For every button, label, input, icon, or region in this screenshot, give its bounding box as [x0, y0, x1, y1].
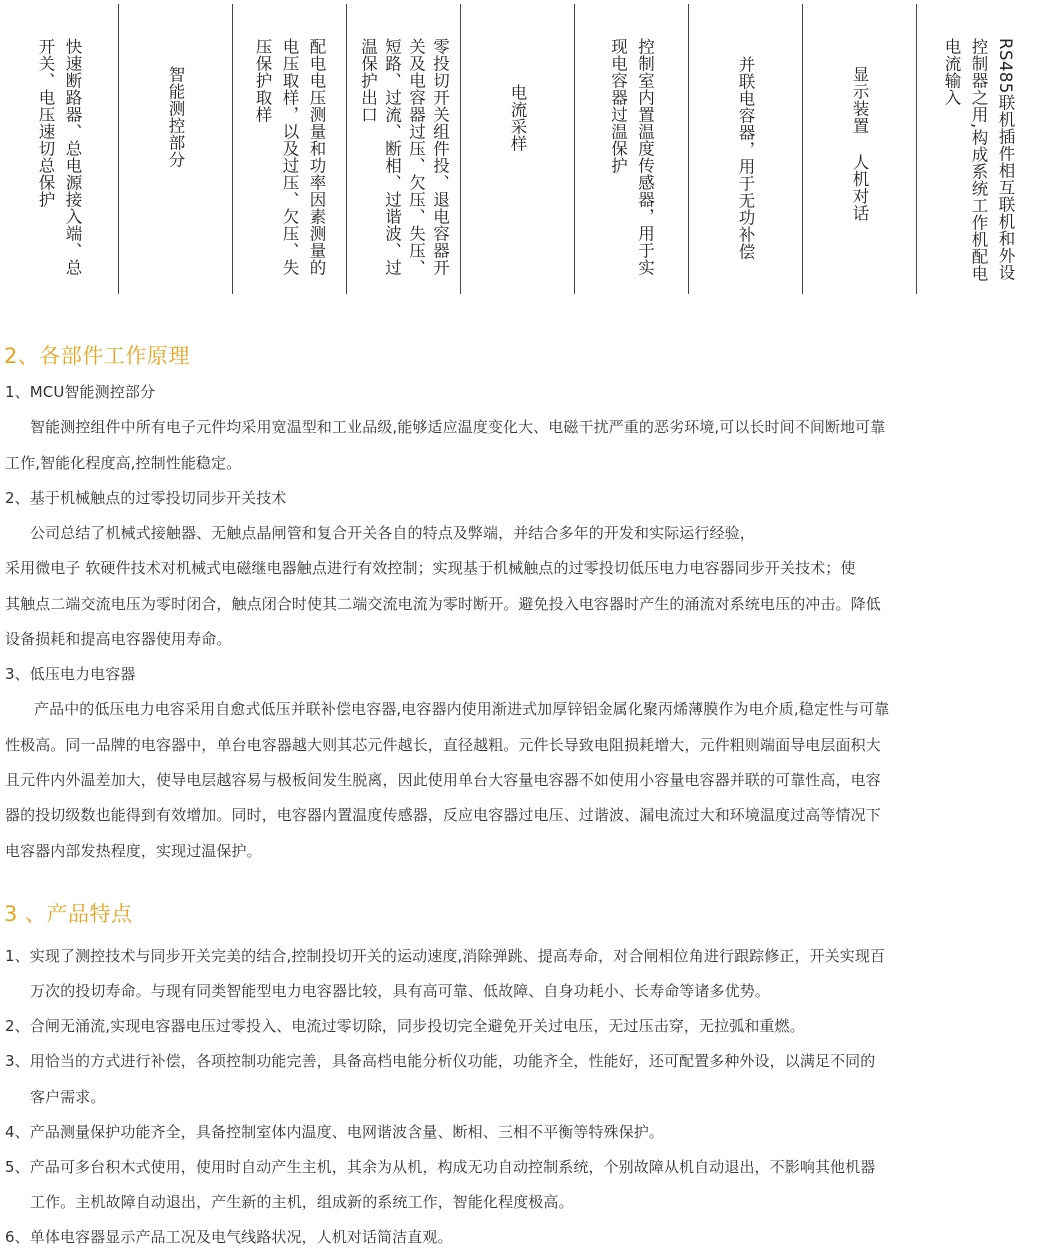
table-cell-2	[119, 4, 233, 294]
component-table	[0, 0, 1040, 294]
feature-line: 客户需求。	[30, 1088, 106, 1106]
table-cell-text: 电流采样	[508, 84, 527, 152]
table-cell-text: 零投切开关组件投、退电容器开关及电容器过压、欠压、失压、短路、过流、断相、过谐波、过温保护出口	[358, 38, 450, 276]
table-cell-text: 快速断路器、总电源接入端、总开关、电压速切总保护	[36, 38, 82, 276]
paragraph-line: 且元件内外温差加大，使导电层越容易与极板间发生脱离，因此使用单台大容量电容器不如使用小容量电容器并联的可靠性高，电容	[5, 771, 881, 789]
table-cell-5	[461, 4, 575, 294]
section-heading-features: 3 、产品特点	[4, 902, 133, 926]
table-cell-4	[347, 4, 461, 294]
table-cell-6	[575, 4, 689, 294]
paragraph-line: 采用微电子 软硬件技术对机械式电磁继电器触点进行有效控制；实现基于机械触点的过零投切低压电力电容器同步开关技术；使	[5, 559, 856, 577]
paragraph-line: 设备损耗和提高电容器使用寿命。	[5, 630, 232, 648]
feature-line: 万次的投切寿命。与现有同类智能型电力电容器比较，具有高可靠、低故障、自身功耗小、长寿命等诸多优势。	[30, 982, 770, 1000]
feature-line: 5、产品可多台积木式使用，使用时自动产生主机，其余为从机，构成无功自动控制系统，个别故障从机自动退出，不影响其他机器	[5, 1158, 876, 1176]
paragraph-line: 工作,智能化程度高,控制性能稳定。	[5, 454, 242, 472]
item-title-switch: 2、基于机械触点的过零投切同步开关技术	[5, 489, 287, 507]
feature-line: 4、产品测量保护功能齐全，具备控制室体内温度、电网谐波含量、断相、三相不平衡等特殊保护。	[5, 1123, 664, 1141]
feature-line: 6、单体电容器显示产品工况及电气线路状况，人机对话简洁直观。	[5, 1228, 453, 1246]
feature-line: 工作。主机故障自动退出，产生新的主机，组成新的系统工作，智能化程度极高。	[30, 1193, 574, 1211]
paragraph-line: 公司总结了机械式接触器、无触点晶闸管和复合开关各自的特点及弊端，并结合多年的开发和实际运行经验，	[30, 524, 755, 542]
table-cell-3	[233, 4, 347, 294]
table-cell-9	[917, 4, 1040, 294]
table-cell-text: 并联电容器，用于无功补偿	[736, 56, 755, 260]
paragraph-line: 电容器内部发热程度，实现过温保护。	[5, 842, 262, 860]
feature-line: 1、实现了测控技术与同步开关完美的结合,控制投切开关的运动速度,消除弹跳、提高寿命，对合闸相位角进行跟踪修正，开关实现百	[5, 947, 886, 965]
table-cell-text: 智能测控部分	[166, 66, 185, 168]
paragraph-line: 性极高。同一品牌的电容器中，单台电容器越大则其芯元件越长，直径越粗。元件长导致电阻损耗增大，元件粗则端面导电层面积大	[5, 736, 881, 754]
table-cell-text: RS485联机插件相互联机和外设控制器之用,构成系统工作机配电电流输入	[942, 38, 1015, 282]
table-cell-7	[689, 4, 803, 294]
paragraph-line: 智能测控组件中所有电子元件均采用宽温型和工业品级,能够适应温度变化大、电磁干扰严重的恶劣环境,可以长时间不间断地可靠	[30, 418, 886, 436]
table-cell-8	[803, 4, 917, 294]
table-cell-text: 控制室内置温度传感器，用于实现电容器过温保护	[608, 38, 655, 276]
feature-line: 3、用恰当的方式进行补偿，各项控制功能完善，具备高档电能分析仪功能，功能齐全，性能好，还可配置多种外设，以满足不同的	[5, 1052, 876, 1070]
item-title-mcu: 1、MCU智能测控部分	[5, 383, 156, 401]
table-cell-text: 显示装置 人机对话	[850, 66, 869, 222]
paragraph-line: 产品中的低压电力电容采用自愈式低压并联补偿电容器,电容器内使用渐进式加厚锌铝金属化聚丙烯薄膜作为电介质,稳定性与可靠	[34, 700, 890, 718]
feature-line: 2、合闸无涌流,实现电容器电压过零投入、电流过零切除，同步投切完全避免开关过电压，无过压击穿，无拉弧和重燃。	[5, 1017, 805, 1035]
paragraph-line: 其触点二端交流电压为零时闭合，触点闭合时使其二端交流电流为零时断开。避免投入电容器时产生的涌流对系统电压的冲击。降低	[5, 595, 881, 613]
item-title-capacitor: 3、低压电力电容器	[5, 665, 136, 683]
table-cell-text: 配电电压测量和功率因素测量的电压取样，以及过压、欠压、失压保护取样	[253, 38, 326, 276]
section-heading-principles: 2、各部件工作原理	[4, 344, 190, 368]
table-cell-1	[0, 4, 119, 294]
paragraph-line: 器的投切级数也能得到有效增加。同时，电容器内置温度传感器，反应电容器过电压、过谐波、漏电流过大和环境温度过高等情况下	[5, 806, 881, 824]
